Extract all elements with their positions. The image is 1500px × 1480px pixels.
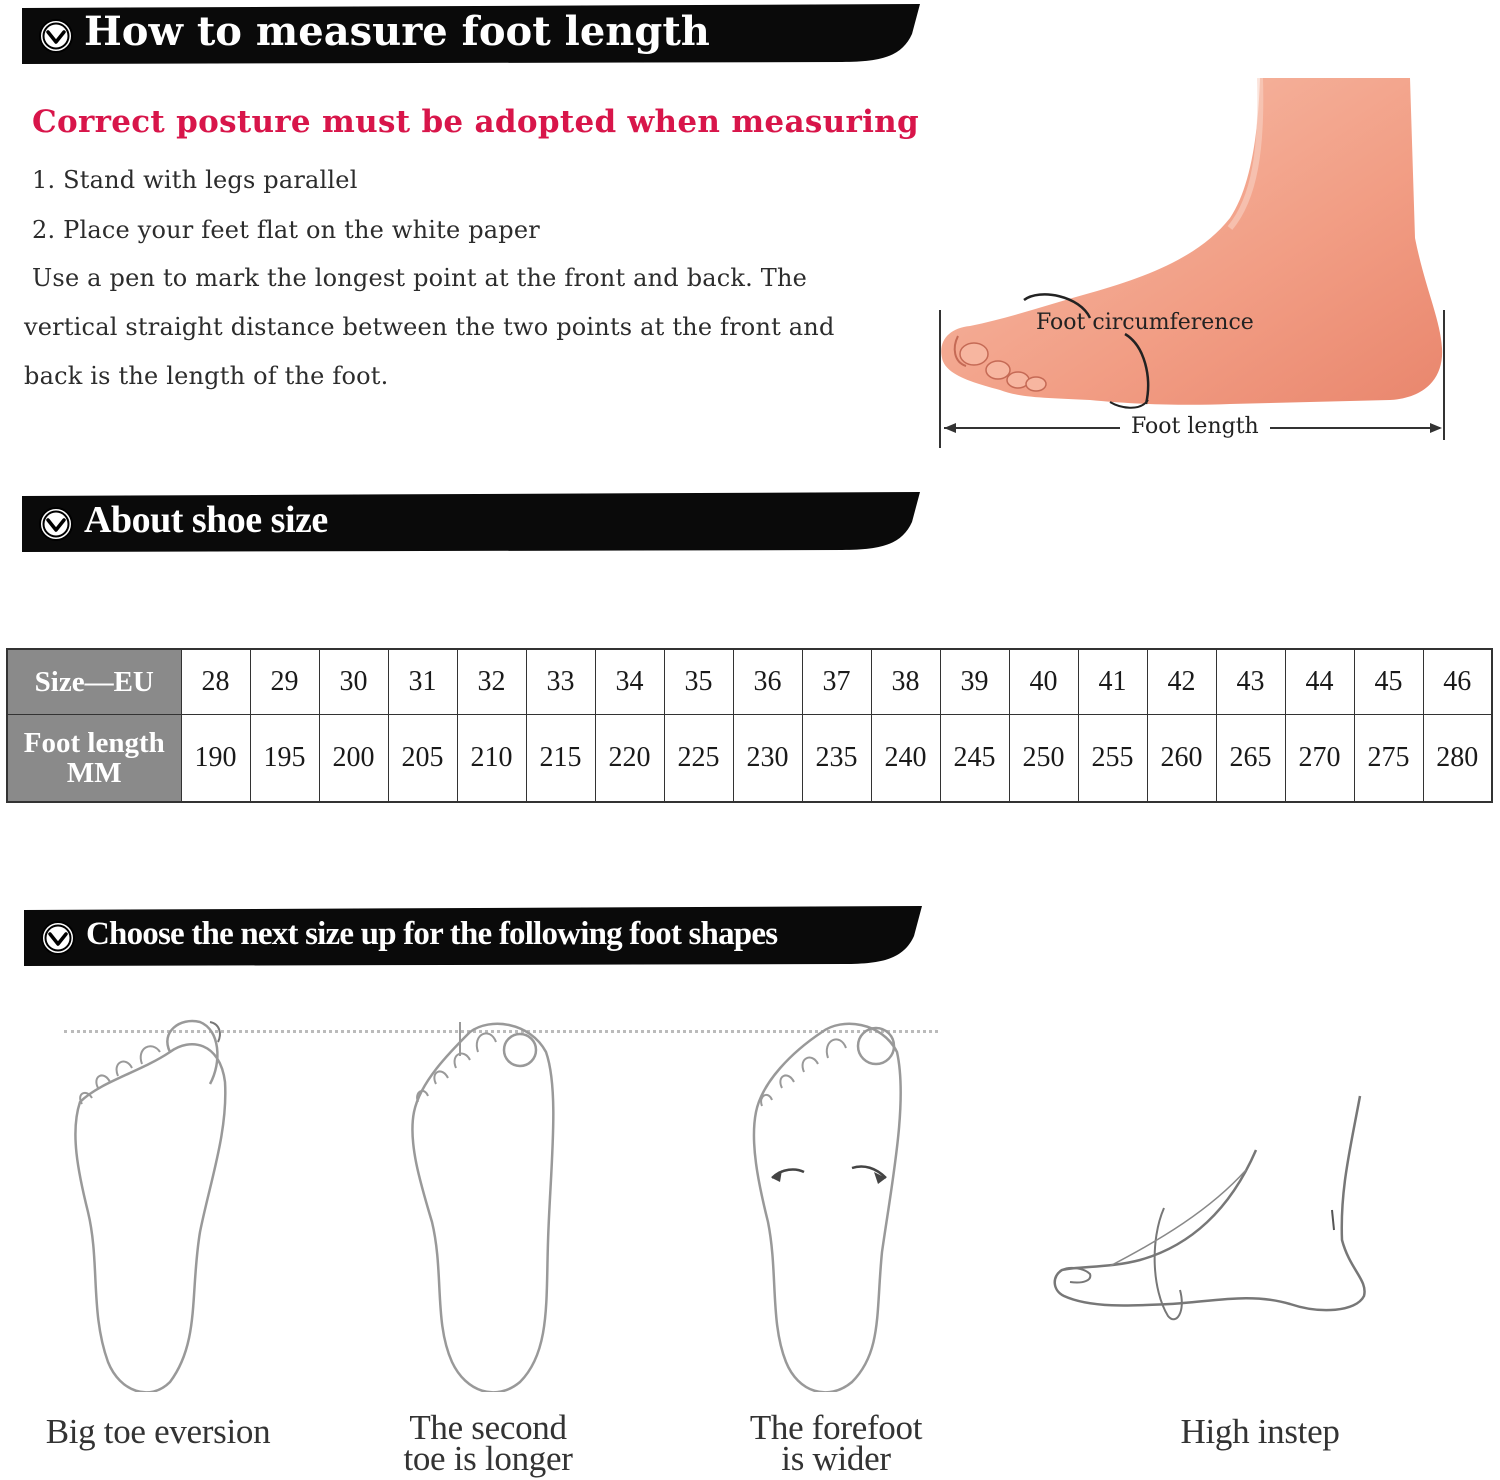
caption-line: is wider <box>781 1439 891 1478</box>
foot-length-cell: 195 <box>250 715 319 803</box>
section-title: How to measure foot length <box>84 8 710 55</box>
chevron-down-circle-icon <box>40 920 76 956</box>
foot-length-cell: 280 <box>1423 715 1492 803</box>
size-eu-cell: 41 <box>1078 649 1147 715</box>
instruction-line: 2. Place your feet flat on the white paper <box>32 216 540 244</box>
shape-caption-big-toe <box>20 1412 296 1451</box>
foot-length-cell: 230 <box>733 715 802 803</box>
foot-length-cell: 250 <box>1009 715 1078 803</box>
size-eu-cell: 33 <box>526 649 595 715</box>
section-banner-size <box>22 492 920 552</box>
foot-length-cell: 265 <box>1216 715 1285 803</box>
size-eu-cell: 38 <box>871 649 940 715</box>
posture-title: Correct posture must be adopted when measuring <box>32 104 919 140</box>
foot-measurement-diagram <box>930 78 1460 458</box>
foot-length-cell: 245 <box>940 715 1009 803</box>
instruction-line: back is the length of the foot. <box>24 362 389 390</box>
foot-length-cell: 240 <box>871 715 940 803</box>
foot-length-cell: 210 <box>457 715 526 803</box>
caption-line: High instep <box>1180 1412 1340 1451</box>
foot-length-header <box>7 715 181 803</box>
foot-length-cell: 270 <box>1285 715 1354 803</box>
shape-caption-forefoot <box>716 1408 956 1478</box>
size-eu-cell: 32 <box>457 649 526 715</box>
foot-length-cell: 235 <box>802 715 871 803</box>
caption-line: The forefoot <box>749 1408 923 1447</box>
size-eu-cell: 44 <box>1285 649 1354 715</box>
size-table <box>6 648 1493 803</box>
section-title: Choose the next size up for the following foot shapes <box>86 916 778 952</box>
big-toe-eversion-illustration <box>60 1012 240 1392</box>
size-eu-header: Size—EU <box>7 649 181 715</box>
size-eu-cell: 46 <box>1423 649 1492 715</box>
size-eu-cell: 30 <box>319 649 388 715</box>
chevron-down-circle-icon <box>38 18 74 54</box>
shape-caption-high-instep <box>1140 1412 1380 1451</box>
foot-length-cell: 205 <box>388 715 457 803</box>
size-eu-cell: 39 <box>940 649 1009 715</box>
size-eu-cell: 37 <box>802 649 871 715</box>
caption-line: Big toe eversion <box>45 1412 271 1451</box>
size-eu-cell: 36 <box>733 649 802 715</box>
section-banner-measure <box>22 4 920 64</box>
caption-line: toe is longer <box>403 1439 573 1478</box>
foot-length-cell: 220 <box>595 715 664 803</box>
section-title: About shoe size <box>84 499 328 541</box>
size-eu-cell: 31 <box>388 649 457 715</box>
instruction-line: 1. Stand with legs parallel <box>32 166 358 194</box>
instruction-line: vertical straight distance between the two points at the front and <box>24 313 835 341</box>
foot-length-cell: 200 <box>319 715 388 803</box>
foot-length-header-line1: Foot length <box>23 727 165 759</box>
second-toe-longer-illustration <box>400 1012 570 1392</box>
instruction-line: Use a pen to mark the longest point at the front and back. The <box>32 264 808 292</box>
foot-length-cell: 255 <box>1078 715 1147 803</box>
shape-caption-second-toe <box>356 1408 620 1478</box>
foot-length-label: Foot length <box>1131 414 1259 439</box>
foot-length-cell: 260 <box>1147 715 1216 803</box>
foot-length-cell: 225 <box>664 715 733 803</box>
size-eu-cell: 40 <box>1009 649 1078 715</box>
size-row <box>7 649 1492 715</box>
section-banner-shapes <box>24 906 922 966</box>
size-eu-cell: 28 <box>181 649 250 715</box>
size-eu-cell: 34 <box>595 649 664 715</box>
foot-length-cell: 190 <box>181 715 250 803</box>
side-foot-illustration <box>930 78 1460 458</box>
length-row <box>7 715 1492 803</box>
forefoot-wider-illustration <box>742 1012 912 1392</box>
foot-length-cell: 275 <box>1354 715 1423 803</box>
size-eu-cell: 45 <box>1354 649 1423 715</box>
size-eu-cell: 43 <box>1216 649 1285 715</box>
high-instep-illustration <box>1050 1090 1380 1330</box>
size-eu-cell: 29 <box>250 649 319 715</box>
foot-circumference-label: Foot circumference <box>1036 310 1254 335</box>
size-eu-cell: 42 <box>1147 649 1216 715</box>
foot-length-header-line2: MM <box>66 757 122 789</box>
chevron-down-circle-icon <box>38 506 74 542</box>
foot-length-cell: 215 <box>526 715 595 803</box>
caption-line: The second <box>409 1408 567 1447</box>
size-eu-cell: 35 <box>664 649 733 715</box>
